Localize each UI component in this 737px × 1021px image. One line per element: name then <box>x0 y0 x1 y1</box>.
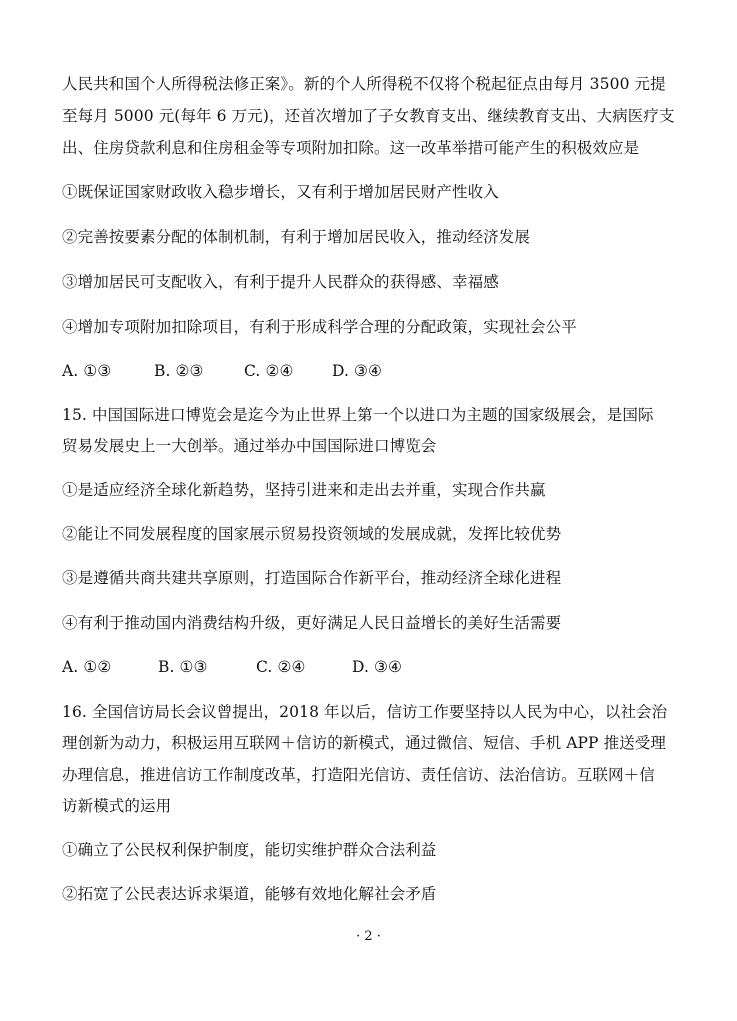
choice-b: B. ①③ <box>158 658 208 676</box>
intro-line-1: 人民共和国个人所得税法修正案》。新的个人所得税不仅将个税起征点由每月 3500 元提 <box>62 75 666 93</box>
q15-option-4: ④有利于推动国内消费结构升级，更好满足人民日益增长的美好生活需要 <box>62 614 562 632</box>
q16-option-2: ②拓宽了公民表达诉求渠道，能够有效地化解社会矛盾 <box>62 885 437 903</box>
intro-option-4: ④增加专项附加扣除项目，有利于形成科学合理的分配政策，实现社会公平 <box>62 318 577 336</box>
intro-option-1: ①既保证国家财政收入稳步增长，又有利于增加居民财产性收入 <box>62 183 499 201</box>
choice-a: A. ①③ <box>62 362 112 380</box>
q15-line-2: 贸易发展史上一大创举。通过举办中国国际进口博览会 <box>62 437 437 455</box>
choice-d: D. ③④ <box>352 658 403 676</box>
choice-c: C. ②④ <box>244 362 294 380</box>
intro-option-2: ②完善按要素分配的体制机制，有利于增加居民收入，推动经济发展 <box>62 228 531 246</box>
q16-line-2: 理创新为动力，积极运用互联网＋信访的新模式，通过微信、短信、手机 APP 推送受理 <box>62 734 667 752</box>
q15-option-3: ③是遵循共商共建共享原则，打造国际合作新平台，推动经济全球化进程 <box>62 569 562 587</box>
intro-choices <box>62 361 682 381</box>
intro-line-2: 至每月 5000 元(每年 6 万元)，还首次增加了子女教育支出、继续教育支出、大病医疗支 <box>62 107 675 125</box>
q15-option-2: ②能让不同发展程度的国家展示贸易投资领域的发展成就，发挥比较优势 <box>62 525 562 543</box>
q16-option-1: ①确立了公民权利保护制度，能切实维护群众合法利益 <box>62 841 437 859</box>
choice-b: B. ②③ <box>154 362 204 380</box>
intro-line-3: 出、住房贷款利息和住房租金等专项附加扣除。这一改革举措可能产生的积极效应是 <box>62 139 640 157</box>
choice-c: C. ②④ <box>256 658 306 676</box>
page-number: · 2 · <box>356 929 381 944</box>
q16-line-4: 访新模式的运用 <box>62 797 172 815</box>
intro-option-3: ③增加居民可支配收入，有利于提升人民群众的获得感、幸福感 <box>62 273 499 291</box>
q15-line-1: 15. 中国国际进口博览会是迄今为止世界上第一个以进口为主题的国家级展会，是国际 <box>62 406 654 424</box>
q15-option-1: ①是适应经济全球化新趋势，坚持引进来和走出去并重，实现合作共赢 <box>62 481 546 499</box>
q16-line-1: 16. 全国信访局长会议曾提出，2018 年以后，信访工作要坚持以人民为中心，以社会治 <box>62 703 668 721</box>
choice-d: D. ③④ <box>332 362 383 380</box>
choice-a: A. ①② <box>62 658 112 676</box>
q16-line-3: 办理信息，推进信访工作制度改革，打造阳光信访、责任信访、法治信访。互联网＋信 <box>62 766 655 784</box>
q15-choices <box>62 657 682 677</box>
